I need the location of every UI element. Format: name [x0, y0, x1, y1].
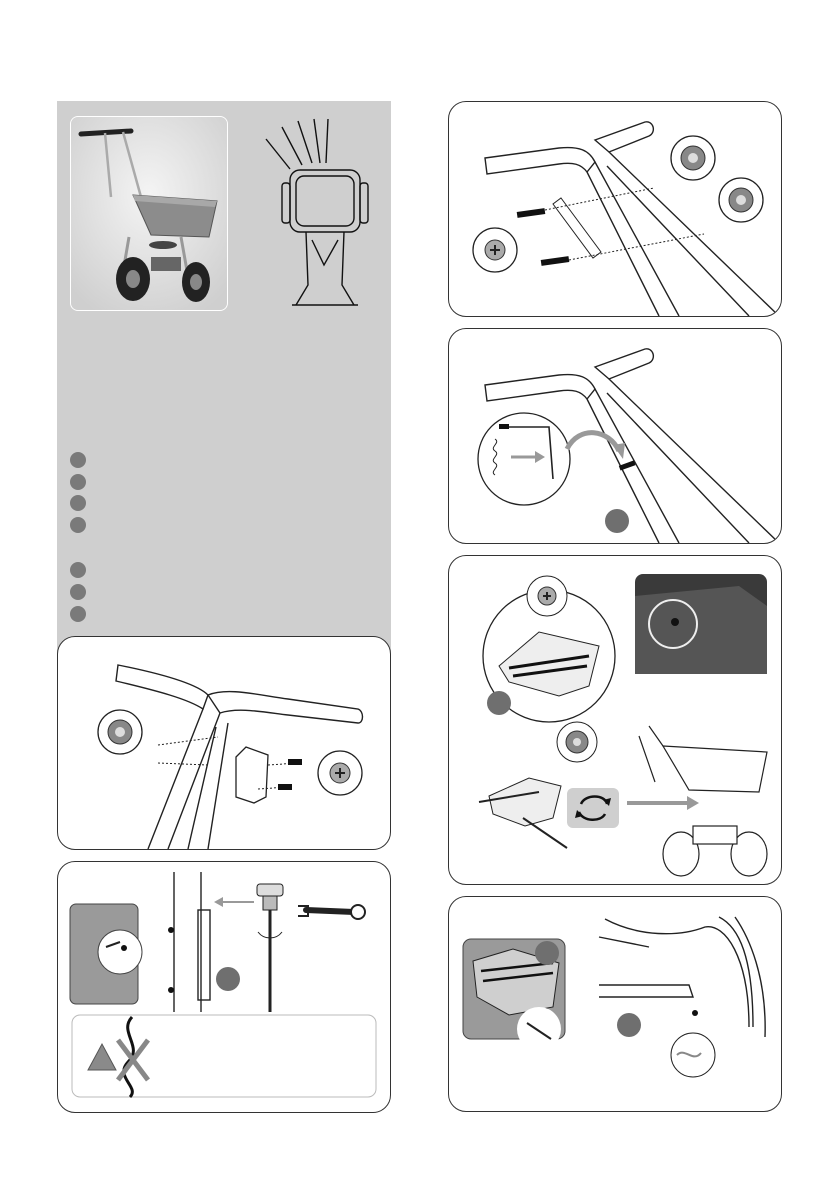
wrench-icon	[298, 905, 365, 919]
step-panel-hex-key	[448, 328, 782, 544]
bullet-2	[70, 474, 86, 490]
rotate-icon	[567, 788, 619, 828]
bullet-1	[70, 452, 86, 468]
bullet-4	[70, 517, 86, 533]
bullet-7	[70, 606, 86, 622]
bullet-6	[70, 584, 86, 600]
step-panel-lever-detail	[448, 896, 782, 1112]
step-panel-lever	[448, 555, 782, 885]
bullet-5	[70, 562, 86, 578]
spreader-front-drawing	[262, 115, 382, 315]
step-panel-rod-wrench	[57, 861, 391, 1113]
spreader-photo	[70, 116, 228, 311]
bullet-3	[70, 495, 86, 511]
step-panel-handle-bolts	[448, 101, 782, 317]
step-panel-handle-bracket	[57, 636, 391, 850]
